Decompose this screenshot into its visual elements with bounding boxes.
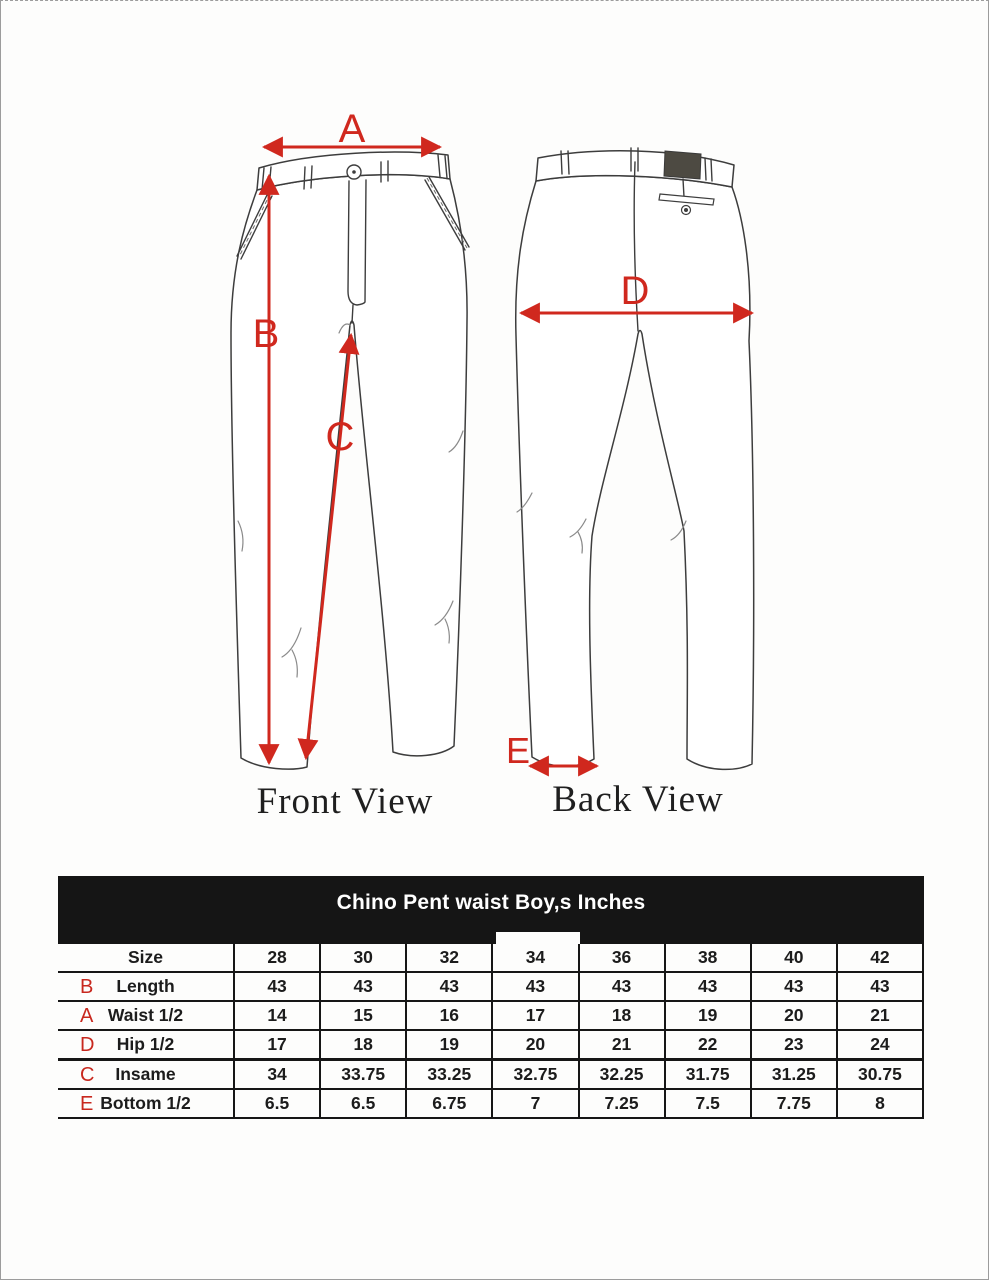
table-row-inseam bbox=[58, 1060, 923, 1090]
size-col-header: 36 bbox=[579, 944, 665, 972]
table-cell: 19 bbox=[665, 1001, 751, 1030]
back-view-label: Back View bbox=[552, 779, 724, 820]
size-col-header: 32 bbox=[406, 944, 492, 972]
table-cell: 18 bbox=[579, 1001, 665, 1030]
row-marker-letter: E bbox=[80, 1092, 94, 1115]
table-cell: 43 bbox=[320, 972, 406, 1001]
row-label-cell bbox=[58, 1001, 234, 1030]
table-cell: 43 bbox=[751, 972, 837, 1001]
row-label-cell bbox=[58, 1089, 234, 1118]
table-cell: 14 bbox=[234, 1001, 320, 1030]
row-marker-letter: D bbox=[80, 1033, 95, 1056]
table-row-waist bbox=[58, 1001, 923, 1030]
table-cell: 6.5 bbox=[320, 1089, 406, 1118]
table-cell: 24 bbox=[837, 1030, 923, 1060]
size-header-row bbox=[58, 944, 923, 972]
table-cell: 30.75 bbox=[837, 1060, 923, 1090]
table-cell: 17 bbox=[234, 1030, 320, 1060]
size-col-header: 40 bbox=[751, 944, 837, 972]
table-title-bar bbox=[58, 876, 924, 944]
table-cell: 15 bbox=[320, 1001, 406, 1030]
table-cell: 8 bbox=[837, 1089, 923, 1118]
table-cell: 33.25 bbox=[406, 1060, 492, 1090]
table-cell: 21 bbox=[579, 1030, 665, 1060]
table-cell: 21 bbox=[837, 1001, 923, 1030]
table-cell: 7.75 bbox=[751, 1089, 837, 1118]
size-col-header: 42 bbox=[837, 944, 923, 972]
front-pants-body bbox=[231, 175, 467, 769]
marker-e-label: E bbox=[505, 730, 531, 771]
row-marker-letter: A bbox=[80, 1004, 94, 1027]
row-label: Insame bbox=[115, 1064, 176, 1084]
table-cell: 43 bbox=[837, 972, 923, 1001]
table-cell: 23 bbox=[751, 1030, 837, 1060]
table-cell: 7.25 bbox=[579, 1089, 665, 1118]
row-label: Bottom 1/2 bbox=[100, 1093, 191, 1113]
table-cell: 32.75 bbox=[492, 1060, 578, 1090]
row-label-cell bbox=[58, 1030, 234, 1060]
table-cell: 7 bbox=[492, 1089, 578, 1118]
table-cell: 19 bbox=[406, 1030, 492, 1060]
front-button-dot bbox=[352, 170, 356, 174]
table-cell: 32.25 bbox=[579, 1060, 665, 1090]
marker-b-label: B bbox=[252, 312, 280, 356]
row-label: Hip 1/2 bbox=[116, 1034, 175, 1054]
table-cell: 33.75 bbox=[320, 1060, 406, 1090]
table-cell: 22 bbox=[665, 1030, 751, 1060]
size-chart-table bbox=[58, 876, 924, 1119]
size-col-header: 34 bbox=[492, 944, 578, 972]
front-view-label: Front View bbox=[256, 781, 434, 822]
table-cell: 43 bbox=[665, 972, 751, 1001]
marker-d-label: D bbox=[620, 269, 650, 313]
back-label-patch bbox=[664, 151, 701, 179]
table-row-hip bbox=[58, 1030, 923, 1060]
table-cell: 34 bbox=[234, 1060, 320, 1090]
size-header-label-cell: Size bbox=[58, 944, 234, 972]
size-table bbox=[58, 944, 924, 1119]
table-row-bottom bbox=[58, 1089, 923, 1118]
pants-diagram bbox=[1, 1, 989, 861]
back-view-drawing bbox=[516, 148, 754, 769]
row-label: Length bbox=[116, 976, 175, 996]
marker-c-label: C bbox=[325, 415, 355, 459]
table-cell: 43 bbox=[492, 972, 578, 1001]
table-cell: 43 bbox=[579, 972, 665, 1001]
table-cell: 43 bbox=[234, 972, 320, 1001]
table-cell: 16 bbox=[406, 1001, 492, 1030]
patch-stem-line bbox=[683, 179, 684, 197]
front-view-drawing bbox=[231, 152, 469, 769]
row-marker-letter: B bbox=[80, 975, 94, 998]
title-bar-notch bbox=[496, 932, 580, 944]
table-title: Chino Pent waist Boy,s Inches bbox=[336, 891, 646, 914]
table-row-length bbox=[58, 972, 923, 1001]
front-center-seam bbox=[352, 305, 353, 323]
row-label-cell bbox=[58, 972, 234, 1001]
table-cell: 6.75 bbox=[406, 1089, 492, 1118]
table-cell: 43 bbox=[406, 972, 492, 1001]
table-cell: 17 bbox=[492, 1001, 578, 1030]
table-cell: 20 bbox=[751, 1001, 837, 1030]
marker-a-label: A bbox=[338, 107, 366, 151]
table-cell: 6.5 bbox=[234, 1089, 320, 1118]
size-col-header: 28 bbox=[234, 944, 320, 972]
row-label: Waist 1/2 bbox=[107, 1005, 184, 1025]
table-cell: 18 bbox=[320, 1030, 406, 1060]
table-cell: 31.25 bbox=[751, 1060, 837, 1090]
table-cell: 7.5 bbox=[665, 1089, 751, 1118]
size-col-header: 30 bbox=[320, 944, 406, 972]
back-button-dot bbox=[684, 208, 688, 212]
size-col-header: 38 bbox=[665, 944, 751, 972]
table-cell: 20 bbox=[492, 1030, 578, 1060]
table-cell: 31.75 bbox=[665, 1060, 751, 1090]
row-label-cell bbox=[58, 1060, 234, 1090]
row-marker-letter: C bbox=[80, 1063, 95, 1086]
